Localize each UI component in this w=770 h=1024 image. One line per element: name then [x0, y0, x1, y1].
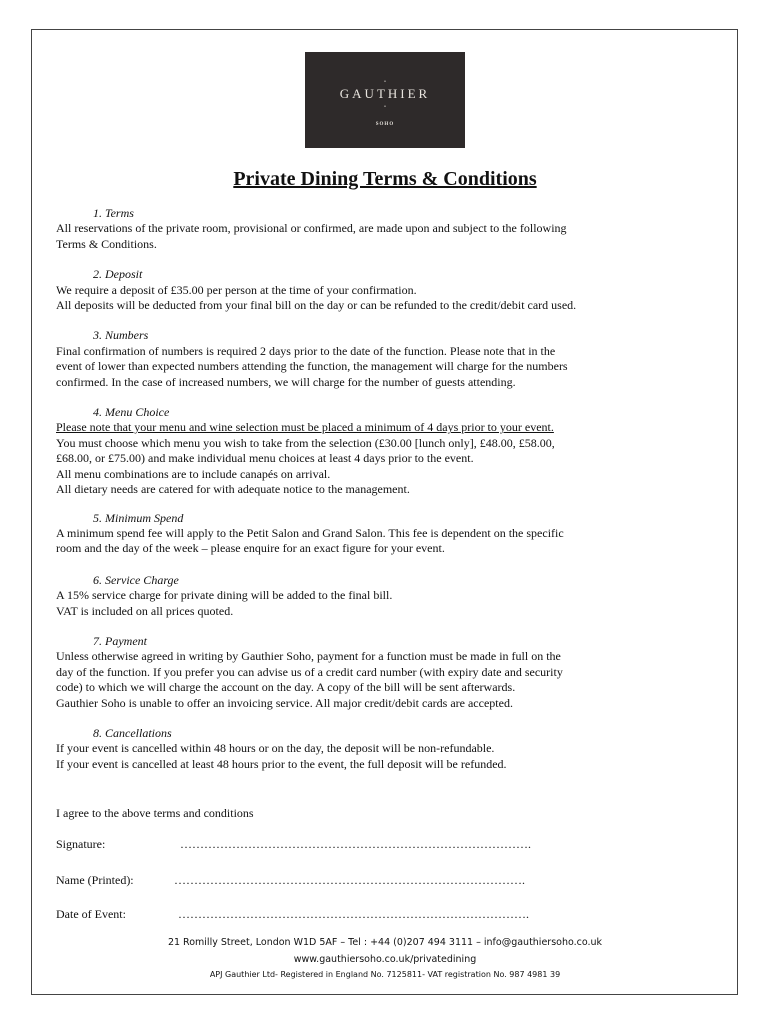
section-line: All dietary needs are catered for with adequate notice to the management.: [56, 482, 410, 497]
section-line: VAT is included on all prices quoted.: [56, 603, 234, 618]
section-heading: 3. Numbers: [93, 328, 149, 343]
section-line: You must choose which menu you wish to take from the selection (£30.00 [lunch only], £48.00, £58.00,: [56, 435, 555, 450]
signature-row: [56, 837, 531, 852]
signature-line: …………………………………………………………………………….: [180, 837, 531, 851]
section-service-charge: [56, 573, 696, 619]
section-line: All menu combinations are to include canapés on arrival.: [56, 466, 331, 481]
section-line: confirmed. In the case of increased numbers, we will charge for the number of guests attending.: [56, 374, 516, 389]
section-numbers: [56, 328, 696, 390]
section-line: All reservations of the private room, provisional or confirmed, are made upon and subject to the following: [56, 221, 567, 236]
section-line: £68.00, or £75.00) and make individual menu choices at least 4 days prior to the event.: [56, 451, 474, 466]
name-label: Name (Printed):: [56, 873, 134, 887]
name-row: [56, 873, 525, 888]
section-heading: 7. Payment: [93, 633, 147, 648]
section-terms: [56, 206, 696, 252]
section-line: A minimum spend fee will apply to the Petit Salon and Grand Salon. This fee is dependent on the specific: [56, 525, 564, 540]
signature-label: Signature:: [56, 837, 106, 851]
section-line: room and the day of the week – please enquire for an exact figure for your event.: [56, 541, 445, 556]
section-line: We require a deposit of £35.00 per person at the time of your confirmation.: [56, 282, 417, 297]
section-deposit: [56, 267, 696, 313]
page-title: Private Dining Terms & Conditions: [233, 168, 537, 190]
section-menu-choice: [56, 405, 696, 497]
date-line: …………………………………………………………………………….: [178, 907, 529, 921]
gauthier-logo: [305, 52, 465, 148]
logo-dot-bottom: •: [384, 105, 386, 110]
section-heading: 4. Menu Choice: [93, 405, 170, 420]
section-minimum-spend: [56, 511, 696, 557]
section-cancellations: [56, 726, 696, 772]
logo-established: SOHO: [375, 122, 395, 127]
section-heading: 1. Terms: [93, 206, 134, 220]
section-heading: 5. Minimum Spend: [93, 510, 184, 525]
section-line: event of lower than expected numbers attending the function, the management will charge for the numbers: [56, 359, 568, 374]
section-payment: [56, 634, 696, 711]
date-label: Date of Event:: [56, 907, 126, 921]
section-line: If your event is cancelled at least 48 hours prior to the event, the full deposit will be refunded.: [56, 756, 507, 771]
section-line: If your event is cancelled within 48 hours or on the day, the deposit will be non-refundable.: [56, 741, 495, 756]
terms-content: [56, 206, 696, 787]
section-line: A 15% service charge for private dining will be added to the final bill.: [56, 588, 393, 603]
footer-address: 21 Romilly Street, London W1D 5AF – Tel : +44 (0)207 494 3111 – info@gauthiersoho.co.uk: [167, 937, 603, 948]
section-line: Final confirmation of numbers is required 2 days prior to the date of the function. Please note that in the: [56, 343, 556, 358]
section-heading: 6. Service Charge: [93, 572, 179, 587]
section-line: Gauthier Soho is unable to offer an invoicing service. All major credit/debit cards are accepted.: [56, 695, 513, 710]
section-heading: 8. Cancellations: [93, 725, 172, 740]
footer-registration: APJ Gauthier Ltd- Registered in England No. 7125811- VAT registration No. 987 4981 39: [209, 970, 561, 979]
section-line: Terms & Conditions.: [56, 236, 157, 251]
section-underlined-line: Please note that your menu and wine selection must be placed a minimum of 4 days prior to your event.: [56, 420, 554, 435]
section-line: code) to which we will charge the account on the day. A copy of the bill will be sent afterwards.: [56, 680, 516, 695]
logo-dot-top: •: [384, 80, 386, 85]
section-line: day of the function. If you prefer you can advise us of a credit card number (with expiry date and security: [56, 664, 563, 679]
name-line: …………………………………………………………………………….: [174, 873, 525, 887]
section-heading: 2. Deposit: [93, 267, 143, 282]
section-line: Unless otherwise agreed in writing by Gauthier Soho, payment for a function must be made in full on the: [56, 649, 561, 664]
agreement-statement: I agree to the above terms and conditions: [56, 806, 254, 820]
date-row: [56, 907, 529, 922]
section-line: All deposits will be deducted from your final bill on the day or can be refunded to the credit/debit card used.: [56, 298, 577, 313]
logo-brand: GAUTHIER: [339, 86, 431, 101]
footer-website: www.gauthiersoho.co.uk/privatedining: [293, 954, 477, 965]
